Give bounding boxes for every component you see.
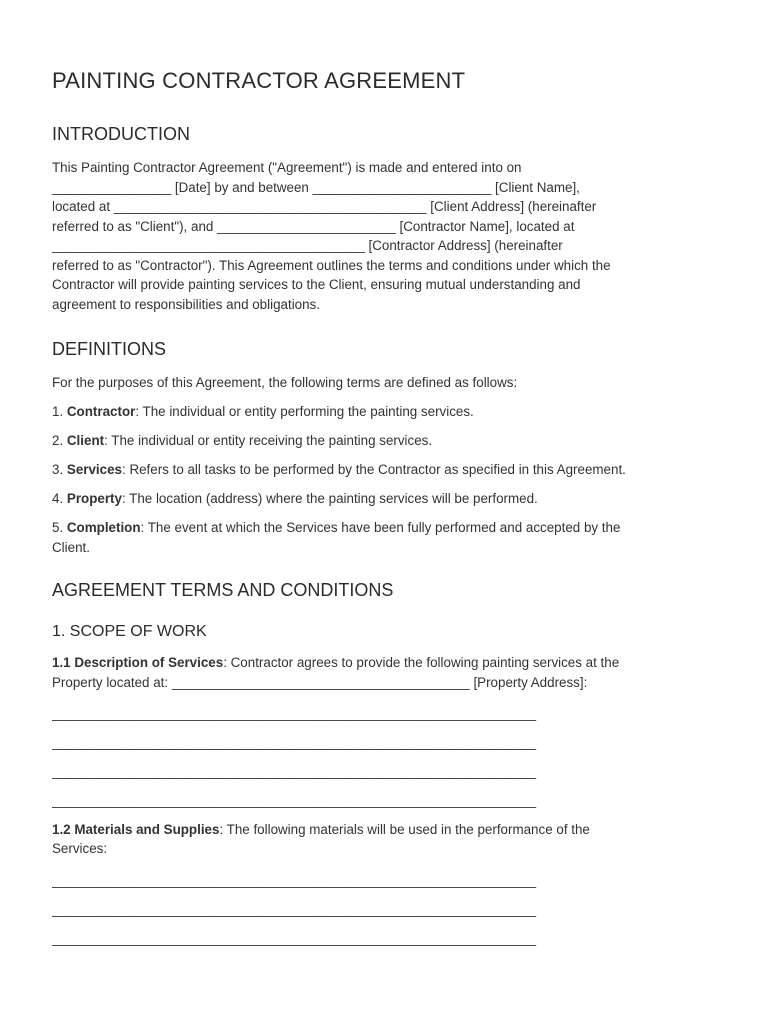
- definition-item: [52, 489, 724, 509]
- clause-text-continued: Services:: [52, 841, 108, 856]
- intro-line: referred to as "Contractor"). This Agreement outlines the terms and conditions under which the: [52, 257, 611, 273]
- definition-text: : The event at which the Services have been fully performed and accepted by the: [140, 520, 621, 535]
- intro-line: located at __________________________________________ [Client Address] (hereinafter: [52, 199, 597, 214]
- clause-1-2: [52, 820, 724, 859]
- definition-number: 1.: [52, 404, 67, 419]
- definition-term: Property: [66, 491, 122, 506]
- definition-term: Contractor: [66, 404, 136, 419]
- document-title: PAINTING CONTRACTOR AGREEMENT: [52, 68, 466, 93]
- definition-number: 5.: [52, 520, 67, 535]
- definition-item: [52, 460, 724, 480]
- intro-line: Contractor will provide painting services to the Client, ensuring mutual understanding and: [52, 277, 581, 292]
- definition-item: [52, 518, 724, 557]
- definition-term: Services: [66, 462, 122, 477]
- intro-line: ________________ [Date] by and between ________________________ [Client Name],: [52, 179, 580, 195]
- fill-in-line: _________________________________________________________________: [52, 901, 537, 917]
- definitions-intro: For the purposes of this Agreement, the following terms are defined as follows:: [52, 375, 518, 390]
- intro-line: This Painting Contractor Agreement ("Agreement") is made and entered into on: [52, 160, 522, 175]
- fill-in-line: _________________________________________________________________: [52, 706, 537, 721]
- fill-in-line: _________________________________________________________________: [52, 930, 537, 946]
- fill-in-line: _________________________________________________________________: [52, 764, 537, 779]
- definition-text: : Refers to all tasks to be performed by the Contractor as specified in this Agreement.: [122, 462, 626, 477]
- intro-line: referred to as "Client"), and ________________________ [Contractor Name], located at: [52, 218, 575, 234]
- intro-line: __________________________________________ [Contractor Address] (hereinafter: [52, 238, 563, 253]
- clause-text: : The following materials will be used in the performance of the: [219, 821, 590, 837]
- definitions-section: [52, 339, 724, 557]
- definitions-heading: DEFINITIONS: [52, 339, 167, 359]
- definition-item: [52, 402, 724, 422]
- definition-number: 3.: [52, 462, 67, 477]
- introduction-section: [52, 124, 724, 314]
- clause-text-continued: Property located at: ________________________________________ [Property Address]:: [52, 674, 588, 690]
- terms-section: [52, 580, 724, 948]
- intro-line: agreement to responsibilities and obligations.: [52, 296, 320, 312]
- definition-text: : The location (address) where the painting services will be performed.: [121, 491, 538, 506]
- definition-text: : The individual or entity receiving the painting services.: [104, 433, 433, 448]
- clause-1-1: [52, 653, 724, 692]
- introduction-paragraph: [52, 158, 724, 314]
- document-page: [52, 68, 724, 948]
- clause-term: 1.1 Description of Services: [52, 655, 224, 670]
- fill-in-line: _________________________________________________________________: [52, 735, 537, 750]
- fill-in-line: _________________________________________________________________: [52, 872, 537, 888]
- definition-text-continued: Client.: [52, 539, 90, 555]
- definition-term: Client: [66, 433, 105, 448]
- terms-heading: AGREEMENT TERMS AND CONDITIONS: [52, 580, 394, 600]
- fill-in-line: _________________________________________________________________: [52, 793, 537, 808]
- scope-heading: 1. SCOPE OF WORK: [52, 623, 207, 640]
- definition-number: 4.: [52, 491, 67, 506]
- definition-term: Completion: [66, 520, 141, 535]
- scope-of-work-section: [52, 623, 724, 948]
- clause-text: : Contractor agrees to provide the following painting services at the: [223, 655, 620, 670]
- clause-term: 1.2 Materials and Supplies: [52, 821, 220, 837]
- definition-item: [52, 431, 724, 451]
- definition-number: 2.: [52, 433, 67, 448]
- definition-text: : The individual or entity performing the painting services.: [135, 404, 474, 419]
- introduction-heading: INTRODUCTION: [52, 124, 190, 144]
